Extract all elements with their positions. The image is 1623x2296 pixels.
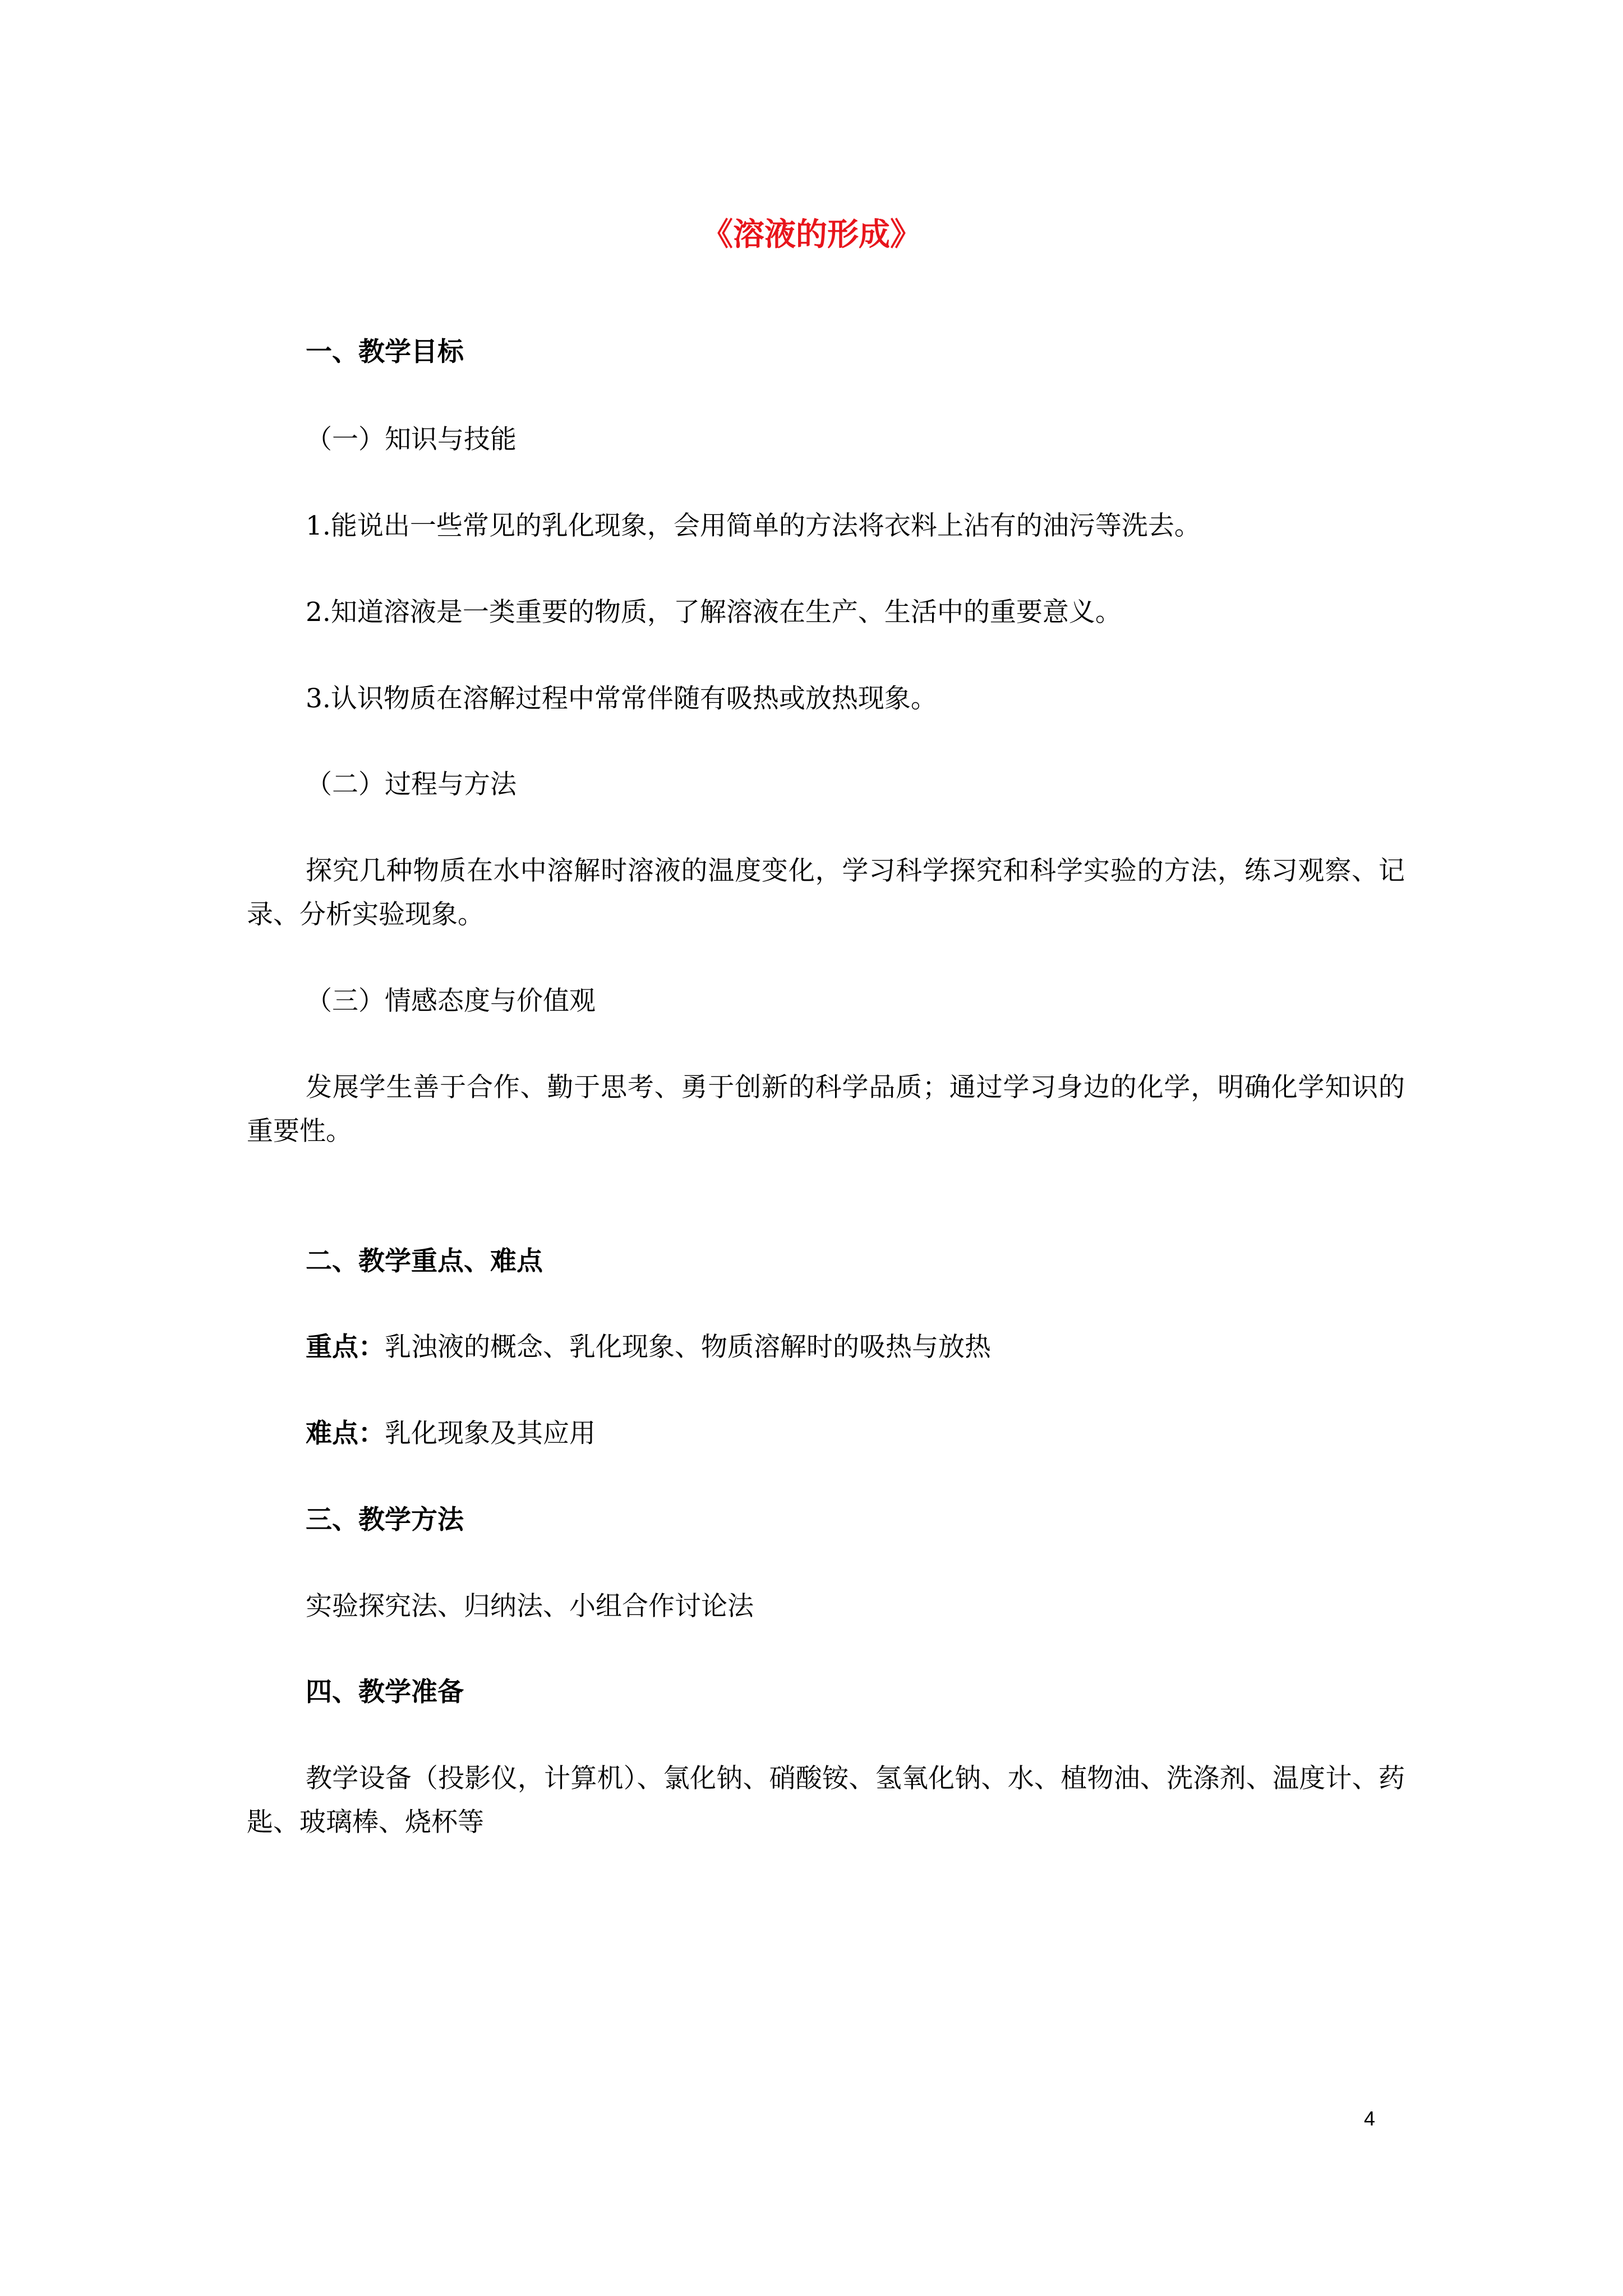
section-1-heading: 一、教学目标 xyxy=(306,337,464,367)
objective-item-1: 1.能说出一些常见的乳化现象，会用简单的方法将衣料上沾有的油污等洗去。 xyxy=(306,510,1201,541)
key-point-label: 重点： xyxy=(306,1332,385,1363)
objective-item-2: 2.知道溶液是一类重要的物质，了解溶液在生产、生活中的重要意义。 xyxy=(306,597,1122,628)
objective-item-3: 3.认识物质在溶解过程中常常伴随有吸热或放热现象。 xyxy=(306,683,937,714)
document-title: 《溶液的形成》 xyxy=(702,216,921,253)
subsection-process-method: （二）过程与方法 xyxy=(306,769,517,800)
teaching-preparation-paragraph: 教学设备（投影仪，计算机）、氯化钠、硝酸铵、氢氧化钠、水、植物油、洗涤剂、温度计、药匙、玻璃棒、烧杯等 xyxy=(247,1763,1405,1838)
section-4-heading: 四、教学准备 xyxy=(306,1677,464,1708)
subsection-knowledge-skills: （一）知识与技能 xyxy=(306,424,517,455)
section-3-heading: 三、教学方法 xyxy=(306,1504,464,1535)
subsection-attitude-values: （三）情感态度与价值观 xyxy=(306,986,596,1016)
difficult-point-line xyxy=(306,1414,596,1453)
teaching-methods-text: 实验探究法、归纳法、小组合作讨论法 xyxy=(306,1591,754,1622)
difficult-point-text: 乳化现象及其应用 xyxy=(385,1418,596,1449)
difficult-point-label: 难点： xyxy=(306,1418,385,1449)
process-method-paragraph: 探究几种物质在水中溶解时溶液的温度变化，学习科学探究和科学实验的方法，练习观察、记录、分析实验现象。 xyxy=(247,855,1405,930)
page-number: 4 xyxy=(1364,2107,1376,2130)
key-point-text: 乳浊液的概念、乳化现象、物质溶解时的吸热与放热 xyxy=(385,1332,991,1363)
section-2-heading: 二、教学重点、难点 xyxy=(306,1246,543,1277)
key-point-line xyxy=(306,1328,991,1367)
attitude-values-paragraph: 发展学生善于合作、勤于思考、勇于创新的科学品质；通过学习身边的化学，明确化学知识的重要性。 xyxy=(247,1072,1405,1147)
